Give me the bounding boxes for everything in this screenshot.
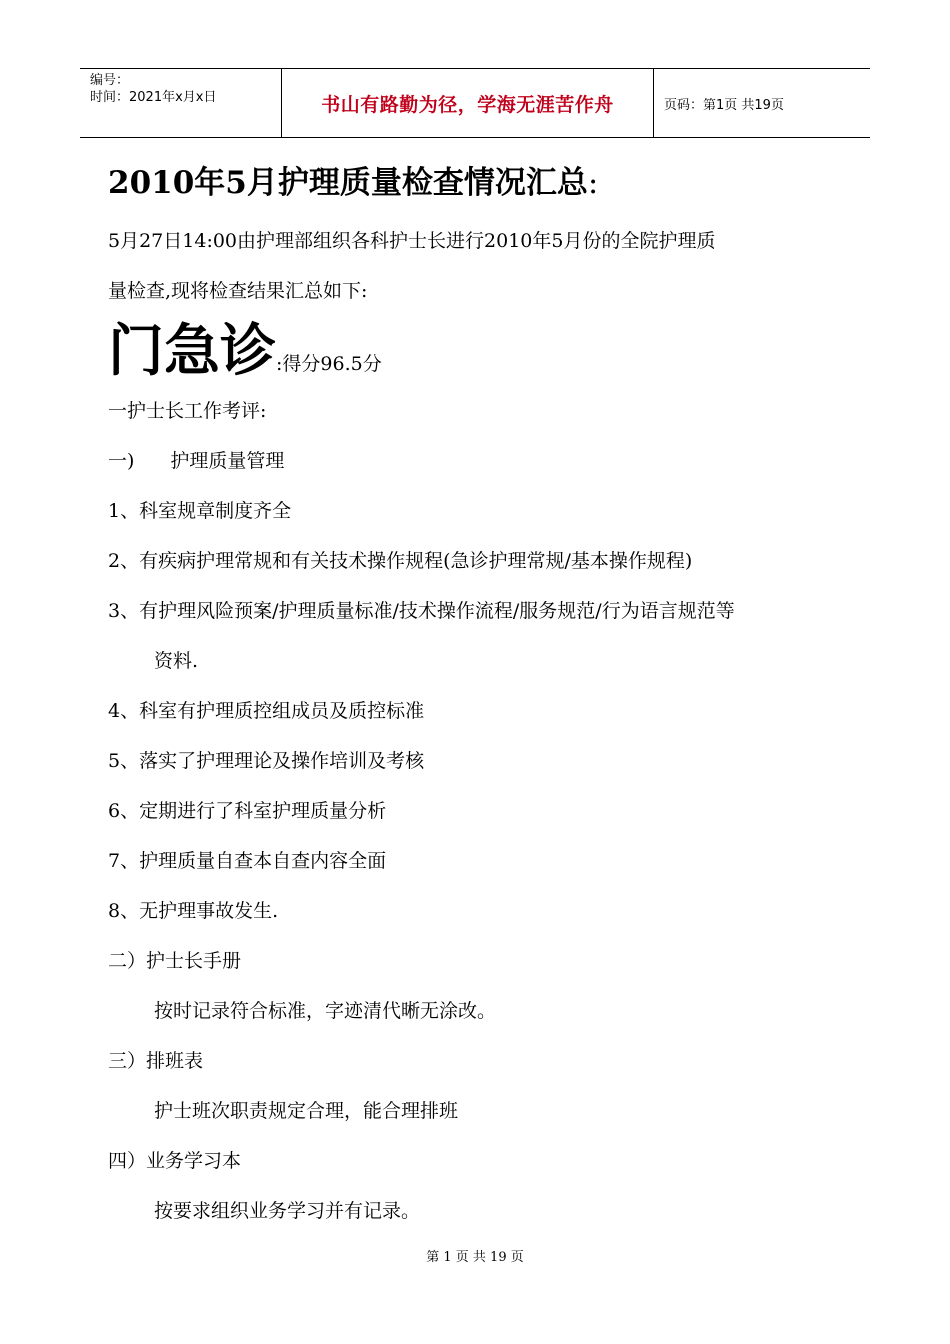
- header-info-cell: [80, 69, 282, 137]
- header-time-label: 时间：2021年x月x日: [90, 90, 217, 105]
- subheading-2: 二）护士长手册: [108, 950, 242, 972]
- document-title: [108, 150, 848, 216]
- section-score: :得分96.5分: [276, 353, 382, 375]
- subheading-1-text: 护理质量管理: [170, 450, 285, 472]
- header-page-cell: [654, 69, 870, 137]
- header-motto-cell: [282, 69, 654, 137]
- subheading-4: 四）业务学习本: [108, 1150, 242, 1172]
- header-number-label: 编号：: [90, 73, 130, 88]
- intro-line-2: 量检查,现将检查结果汇总如下:: [108, 280, 368, 302]
- subheading-3: 三）排班表: [108, 1050, 204, 1072]
- eval-heading: 一护士长工作考评:: [108, 400, 267, 422]
- list-item: 1、科室规章制度齐全: [108, 500, 292, 522]
- header-page-label: 页码：第1页 共19页: [664, 97, 784, 113]
- list-item: 5、落实了护理理论及操作培训及考核: [108, 750, 425, 772]
- subheading-4-body: 按要求组织业务学习并有记录。: [154, 1200, 421, 1222]
- subheading-1: [108, 436, 848, 486]
- subheading-3-body: 护士班次职责规定合理，能合理排班: [154, 1100, 459, 1122]
- title-colon: :: [587, 165, 599, 201]
- list-item-continuation: 资料.: [154, 650, 199, 672]
- page-header: [80, 68, 870, 138]
- list-item: 3、有护理风险预案/护理质量标准/技术操作流程/服务规范/行为语言规范等: [108, 600, 735, 622]
- subheading-2-body: 按时记录符合标准，字迹清代晰无涂改。: [154, 1000, 497, 1022]
- list-item: 4、科室有护理质控组成员及质控标准: [108, 700, 425, 722]
- header-motto: 书山有路勤为径，学海无涯苦作舟: [321, 93, 614, 116]
- title-text: 2010年5月护理质量检查情况汇总: [108, 165, 588, 201]
- document-body: [108, 150, 848, 1236]
- section-heading: [108, 316, 848, 386]
- list-item: 6、定期进行了科室护理质量分析: [108, 800, 387, 822]
- list-item: 7、护理质量自查本自查内容全面: [108, 850, 387, 872]
- list-item: 2、有疾病护理常规和有关技术操作规程(急诊护理常规/基本操作规程): [108, 550, 693, 572]
- footer-page-number: 第 1 页 共 19 页: [426, 1250, 524, 1265]
- intro-line-1: 5月27日14:00由护理部组织各科护士长进行2010年5月份的全院护理质: [108, 230, 716, 252]
- section-big-title: 门急诊: [108, 318, 276, 384]
- page-footer: [0, 1246, 950, 1265]
- subheading-1-number: 一): [108, 450, 135, 472]
- list-item: 8、无护理事故发生.: [108, 900, 279, 922]
